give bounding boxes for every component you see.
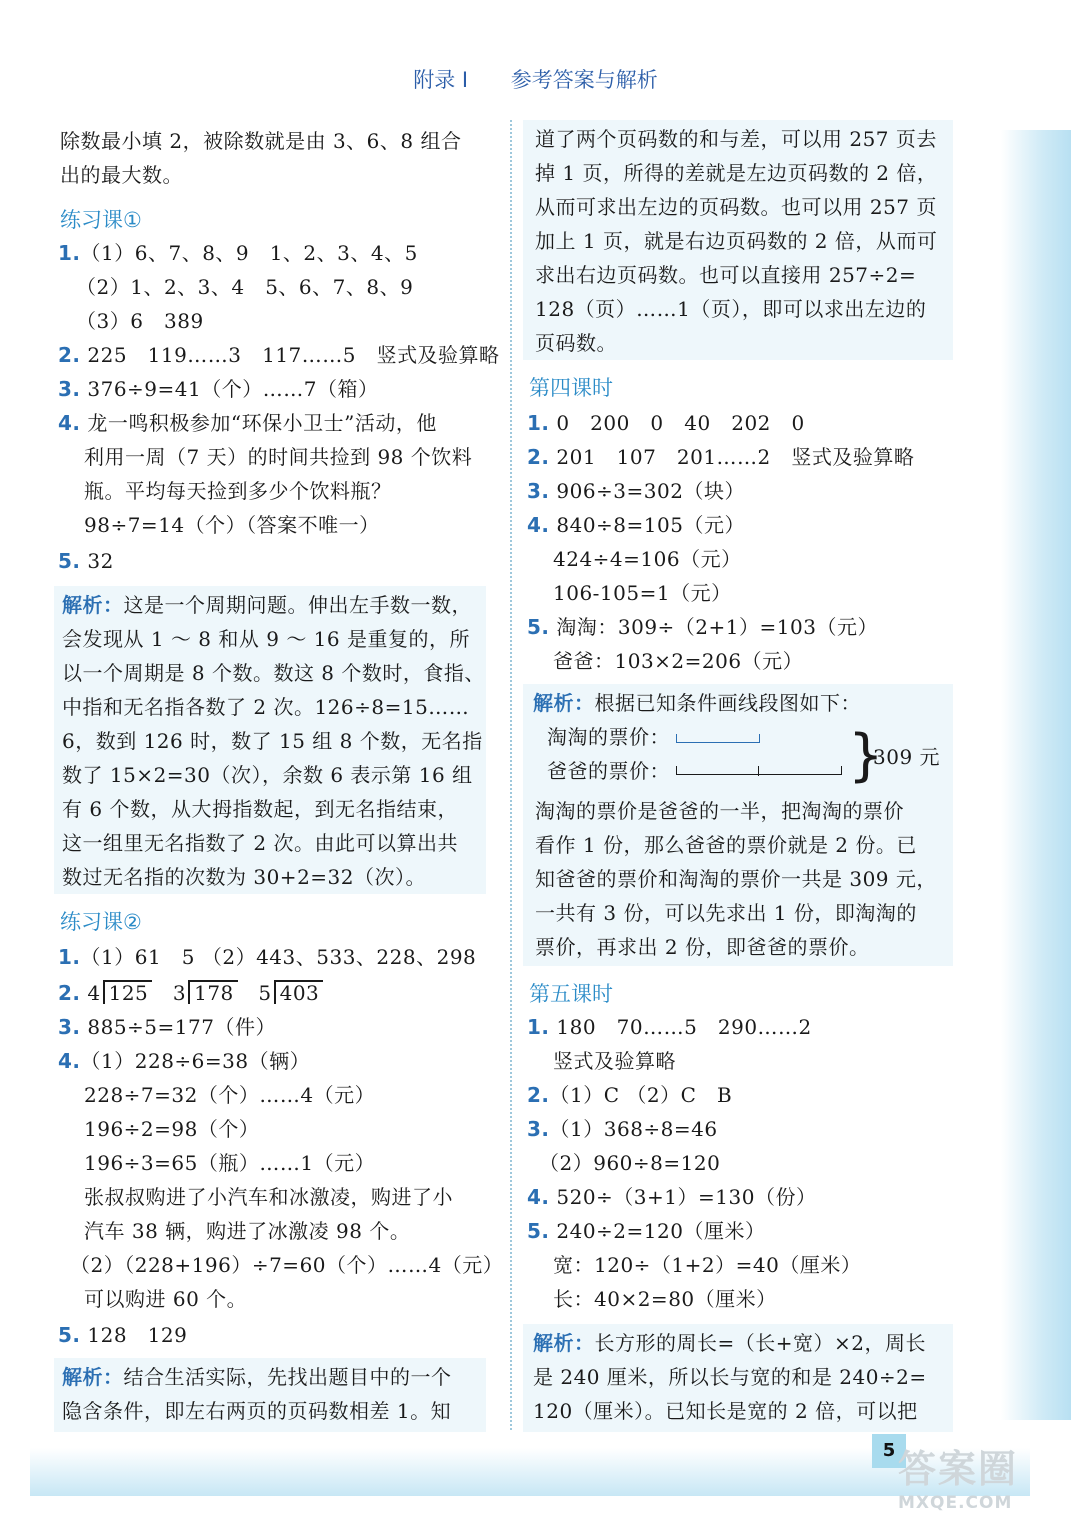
analysis-line: 解析：根据已知条件画线段图如下： (533, 691, 861, 715)
answer-item: 1.（1）6、7、8、9 1、2、3、4、5 (58, 241, 418, 265)
analysis-line: 看作 1 份，那么爸爸的票价就是 2 份。已 (535, 833, 917, 857)
answer-item: 196÷3=65（瓶）……1（元） (84, 1151, 376, 1175)
division-bracket: 125 (103, 980, 153, 1004)
analysis-line: 掉 1 页，所得的差就是左边页码数的 2 倍， (535, 161, 938, 185)
answer-item: 98÷7=14（个）（答案不唯一） (84, 513, 380, 537)
analysis-line: 道了两个页码数的和与差，可以用 257 页去 (535, 127, 937, 151)
section-title-ex2: 练习课② (60, 910, 142, 934)
answer-item: 2.（1）C （2）C B (527, 1083, 733, 1107)
answer-item: 5. 128 129 (58, 1323, 188, 1347)
answer-item: 424÷4=106（元） (553, 547, 742, 571)
answer-item: 汽车 38 辆，购进了冰激凌 98 个。 (84, 1219, 411, 1243)
answer-item: 竖式及验算略 (553, 1049, 676, 1073)
answer-item: 4. 龙一鸣积极参加“环保小卫士”活动，他 (58, 411, 437, 435)
answer-item: 2. 225 119……3 117……5 竖式及验算略 (58, 343, 500, 367)
answer-item: 4.（1）228÷6=38（辆） (58, 1049, 311, 1073)
side-decoration (1001, 130, 1071, 1420)
diagram-total: 309 元 (873, 745, 941, 769)
division-bracket: 403 (274, 980, 324, 1004)
answer-item: 106-105=1（元） (553, 581, 732, 605)
analysis-line: 120（厘米）。已知长是宽的 2 倍，可以把 (533, 1399, 918, 1423)
analysis-line: 有 6 个数，从大拇指数起，到无名指结束， (62, 797, 458, 821)
analysis-line: 是 240 厘米，所以长与宽的和是 240÷2= (533, 1365, 927, 1389)
segment-dad-midpoint (758, 766, 759, 776)
answer-item: 1. 180 70……5 290……2 (527, 1015, 812, 1039)
analysis-line: 以一个周期是 8 个数。数这 8 个数时，食指、 (62, 661, 485, 685)
answer-item: （3）6 389 (76, 309, 204, 333)
long-division-row: 2. 4 125 3 178 5 403 (58, 978, 323, 1008)
section-title-lesson5: 第五课时 (529, 982, 613, 1006)
diagram-label-dad: 爸爸的票价： (547, 759, 670, 783)
analysis-line: 隐含条件，即左右两页的页码数相差 1。知 (62, 1399, 452, 1423)
analysis-line: 从而可求出左边的页码数。也可以用 257 页 (535, 195, 937, 219)
watermark-url: MXQE.COM (898, 1493, 1013, 1513)
answer-item: 瓶。平均每天捡到多少个饮料瓶？ (84, 479, 392, 503)
analysis-line: 一共有 3 份，可以先求出 1 份，即淘淘的 (535, 901, 917, 925)
answer-item: 宽：120÷（1+2）=40（厘米） (553, 1253, 862, 1277)
answer-item: 长：40×2=80（厘米） (553, 1287, 777, 1311)
answer-item: （2）（228+196）÷7=60（个）……4（元） (70, 1253, 504, 1277)
answer-item: 4. 840÷8=105（元） (527, 513, 745, 537)
analysis-line: 中指和无名指各数了 2 次。126÷8=15…… (62, 695, 470, 719)
page-number: 5 (872, 1434, 906, 1468)
answer-item: 爸爸：103×2=206（元） (553, 649, 804, 673)
answer-item: 4. 520÷（3+1）=130（份） (527, 1185, 817, 1209)
answer-item: 可以购进 60 个。 (84, 1287, 248, 1311)
analysis-line: 页码数。 (535, 331, 617, 355)
column-divider (510, 120, 512, 1430)
analysis-line: 解析：这是一个周期问题。伸出左手数一数， (62, 593, 472, 617)
watermark-logo (898, 1438, 1058, 1528)
answer-item: 1. 0 200 0 40 202 0 (527, 411, 805, 435)
answer-item: （2）1、2、3、4 5、6、7、8、9 (76, 275, 414, 299)
brace-icon: } (848, 723, 884, 788)
answer-item: 2. 201 107 201……2 竖式及验算略 (527, 445, 915, 469)
answer-item: 3. 906÷3=302（块） (527, 479, 745, 503)
segment-taotao (676, 734, 760, 743)
analysis-line: 求出右边页码数。也可以直接用 257÷2= (535, 263, 917, 287)
segment-dad (676, 766, 842, 775)
header-appendix: 附录 I (413, 68, 469, 92)
analysis-line: 解析：长方形的周长=（长+宽）×2，周长 (533, 1331, 926, 1355)
analysis-line: 6，数到 126 时，数了 15 组 8 个数，无名指 (62, 729, 483, 753)
answer-item: 5. 32 (58, 549, 114, 573)
answer-item: 利用一周（7 天）的时间共捡到 98 个饮料 (84, 445, 473, 469)
analysis-line: 128（页）……1（页），即可以求出左边的 (535, 297, 927, 321)
analysis-line: 会发现从 1 ～ 8 和从 9 ～ 16 是重复的，所 (62, 627, 470, 651)
answer-item: （2）960÷8=120 (539, 1151, 721, 1175)
analysis-line: 解析：结合生活实际，先找出题目中的一个 (62, 1365, 452, 1389)
division-bracket: 178 (188, 980, 238, 1004)
intro-line: 除数最小填 2，被除数就是由 3、6、8 组合 (60, 129, 462, 153)
answer-item: 3.（1）368÷8=46 (527, 1117, 718, 1141)
intro-line: 出的最大数。 (60, 163, 183, 187)
page-header (0, 64, 1071, 94)
answer-item: 196÷2=98（个） (84, 1117, 260, 1141)
analysis-line: 知爸爸的票价和淘淘的票价一共是 309 元， (535, 867, 937, 891)
section-title-ex1: 练习课① (60, 208, 142, 232)
answer-item: 3. 885÷5=177（件） (58, 1015, 276, 1039)
analysis-line: 数了 15×2=30（次），余数 6 表示第 16 组 (62, 763, 473, 787)
diagram-label-taotao: 淘淘的票价： (547, 725, 670, 749)
analysis-line: 票价，再求出 2 份，即爸爸的票价。 (535, 935, 870, 959)
analysis-line: 加上 1 页，就是右边页码数的 2 倍，从而可 (535, 229, 938, 253)
answer-item: 228÷7=32（个）……4（元） (84, 1083, 376, 1107)
answer-item: 张叔叔购进了小汽车和冰激凌，购进了小 (84, 1185, 453, 1209)
section-title-lesson4: 第四课时 (529, 376, 613, 400)
header-title: 参考答案与解析 (510, 68, 658, 92)
analysis-line: 淘淘的票价是爸爸的一半，把淘淘的票价 (535, 799, 904, 823)
watermark-text: 答案圈 (898, 1447, 1019, 1491)
answer-item: 5. 淘淘：309÷（2+1）=103（元） (527, 615, 878, 639)
answer-item: 1.（1）61 5 （2）443、533、228、298 (58, 945, 477, 969)
answer-item: 5. 240÷2=120（厘米） (527, 1219, 766, 1243)
answer-item: 3. 376÷9=41（个）……7（箱） (58, 377, 379, 401)
analysis-line: 数过无名指的次数为 30+2=32（次）。 (62, 865, 426, 889)
analysis-line: 这一组里无名指数了 2 次。由此可以算出共 (62, 831, 458, 855)
